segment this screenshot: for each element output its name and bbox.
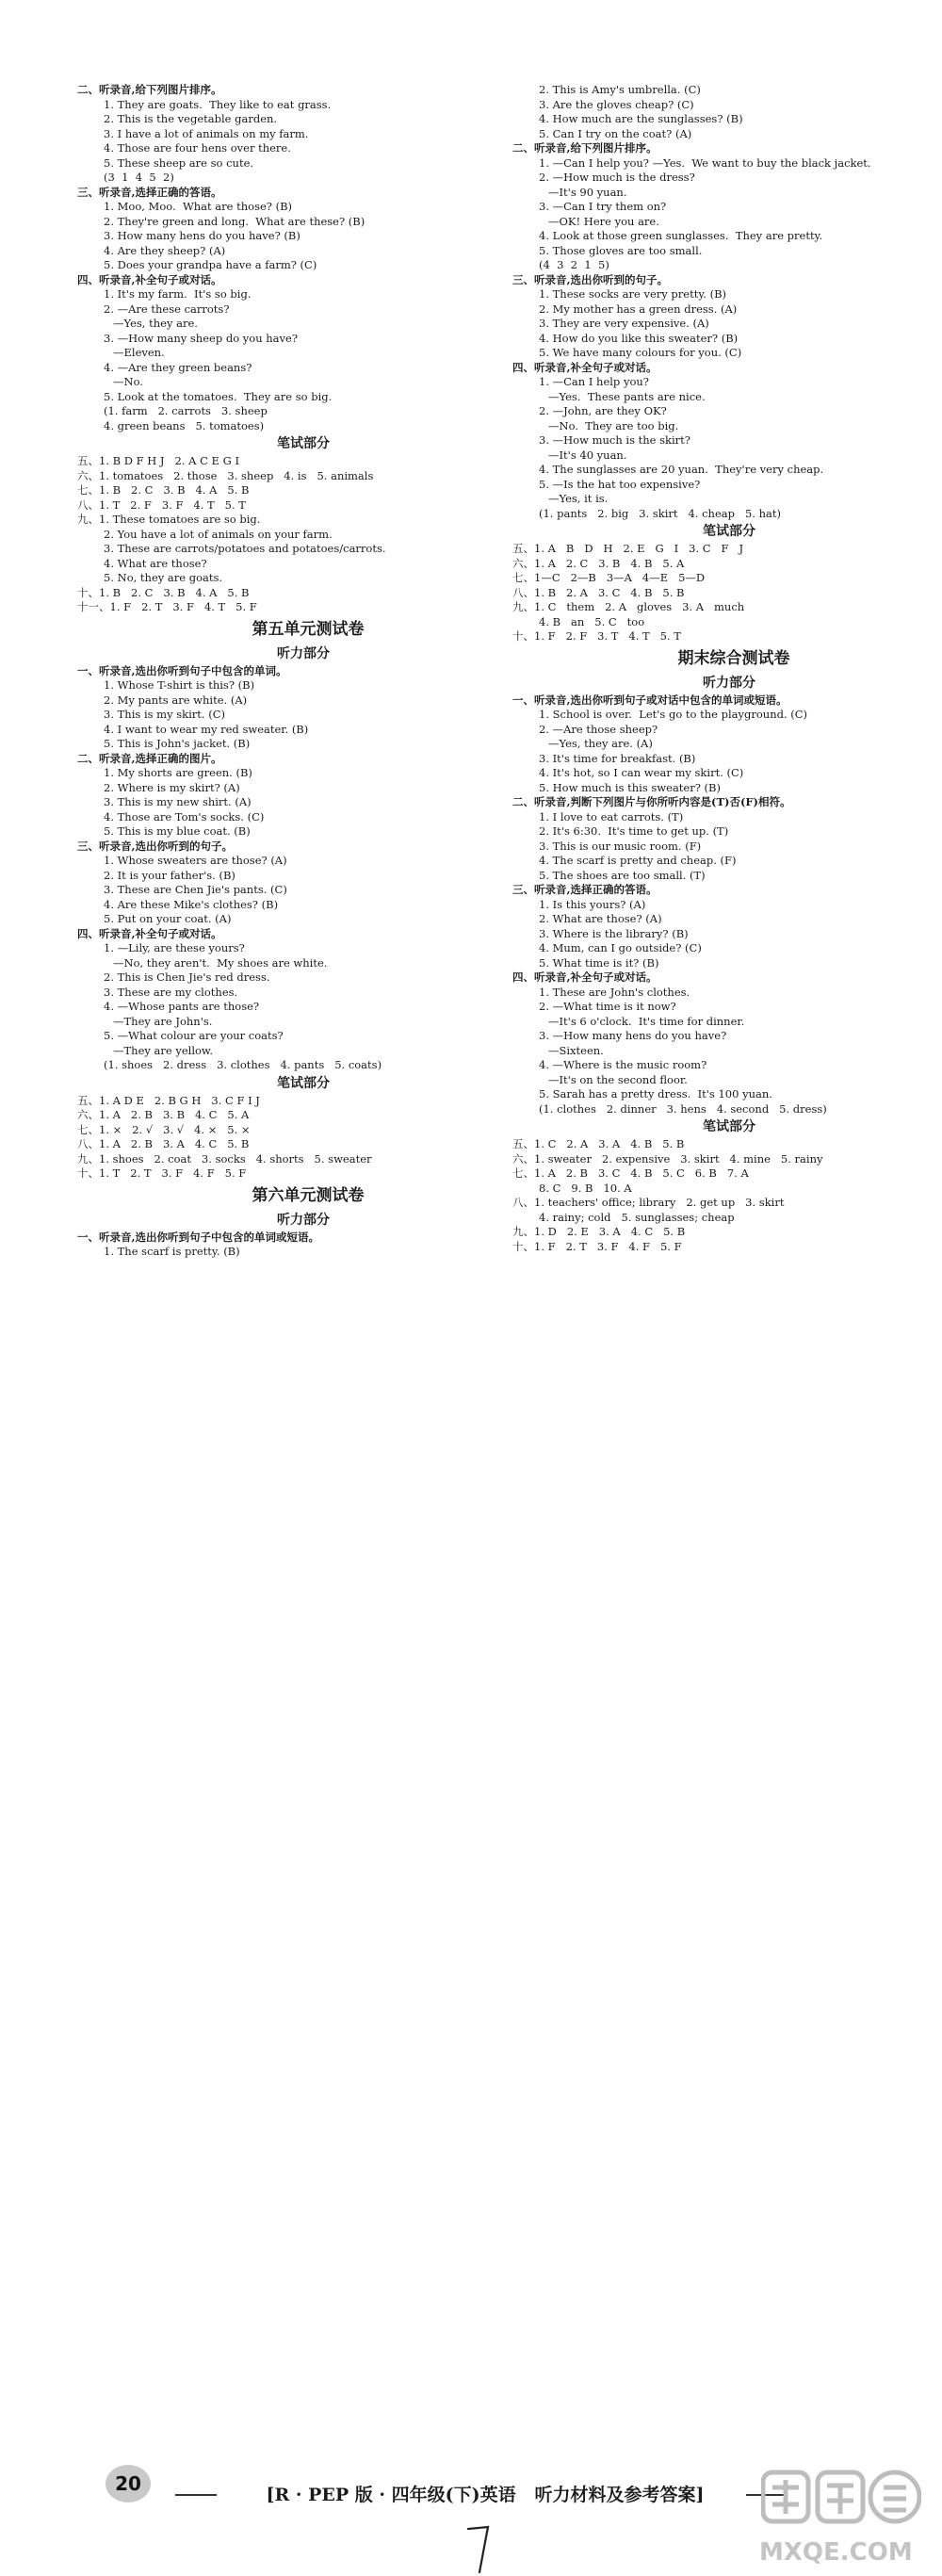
answer-line: 5. Sarah has a pretty dress. It's 100 yuan.	[539, 1087, 772, 1101]
answer-line: 九、1. D 2. E 3. A 4. C 5. B	[512, 1225, 686, 1238]
answer-line: 5. This is John's jacket. (B)	[104, 737, 251, 750]
answer-line: 1. The scarf is pretty. (B)	[104, 1245, 240, 1258]
answer-line: 4. rainy; cold 5. sunglasses; cheap	[539, 1210, 735, 1224]
answer-line: (3 1 4 5 2)	[104, 171, 174, 184]
answer-line: 5. These sheep are so cute.	[104, 155, 254, 170]
answer-line: 2. —What time is it now?	[539, 1000, 676, 1013]
answer-line: —It's 6 o'clock. It's time for dinner.	[548, 1014, 745, 1028]
footer-rule-left	[175, 2494, 217, 2496]
answer-line: 1. Is this yours? (A)	[539, 897, 646, 911]
answer-line: 4. It's hot, so I can wear my skirt. (C)	[539, 766, 744, 779]
answer-line: 七、1. B 2. C 3. B 4. A 5. B	[77, 483, 250, 497]
answer-line: 4. green beans 5. tomatoes)	[104, 418, 265, 432]
answer-line: —It's 40 yuan.	[548, 448, 627, 462]
answer-line: 5. Put on your coat. (A)	[104, 912, 232, 925]
answer-line: 1. —Can I help you?	[539, 375, 649, 388]
answer-line: 5. The shoes are too small. (T)	[539, 868, 706, 882]
answer-line: —It's on the second floor.	[548, 1072, 688, 1086]
answer-line: 2. It's 6:30. It's time to get up. (T)	[539, 824, 729, 838]
part-heading: 笔试部分	[703, 1119, 755, 1134]
page-footer	[0, 1225, 942, 2567]
answer-line: 1. —Can I help you? —Yes. We want to buy the black jacket.	[539, 155, 871, 170]
answer-line: 五、1. B D F H J 2. A C E G I	[77, 454, 239, 467]
answer-line: 十、1. B 2. C 3. B 4. A 5. B	[77, 585, 250, 599]
answer-line: 4. The sunglasses are 20 yuan. They're very cheap.	[539, 463, 824, 476]
answer-line: 八、1. T 2. F 3. F 4. T 5. T	[77, 497, 246, 512]
answer-line: 4. Look at those green sunglasses. They are pretty.	[539, 229, 823, 242]
answer-line: 十、1. F 2. T 3. F 4. F 5. F	[512, 1239, 682, 1253]
part-heading: 听力部分	[277, 1212, 330, 1228]
section-heading: 四、听录音,补全句子或对话。	[77, 926, 222, 940]
section-heading: 一、听录音,选出你听到句子或对话中包含的单词或短语。	[512, 693, 788, 707]
section-heading: 三、听录音,选择正确的答语。	[512, 883, 658, 896]
answer-line: 2. —John, are they OK?	[539, 404, 667, 417]
part-heading: 听力部分	[277, 645, 330, 661]
answer-line: 2. This is Amy's umbrella. (C)	[539, 83, 701, 96]
answer-line: 2. It is your father's. (B)	[104, 868, 236, 882]
answer-line: 1. These are John's clothes.	[539, 985, 690, 999]
answer-line: 六、1. sweater 2. expensive 3. skirt 4. mine 5. rainy	[512, 1151, 823, 1166]
answer-line: —No.	[113, 375, 143, 388]
part-heading: 笔试部分	[277, 436, 330, 451]
answer-line: 3. They are very expensive. (A)	[539, 317, 709, 330]
footer-title: [R · PEP 版 · 四年级(下)英语 听力材料及参考答案]	[266, 2485, 705, 2505]
handwritten-stroke-icon	[465, 2523, 494, 2576]
answer-line: 1. —Lily, are these yours?	[104, 941, 245, 954]
answer-line: 1. School is over. Let's go to the playground. (C)	[539, 708, 808, 721]
answer-line: 九、1. These tomatoes are so big.	[77, 513, 261, 526]
answer-line: —Yes, they are.	[113, 317, 198, 330]
answer-line: 5. No, they are goats.	[104, 571, 223, 584]
section-heading: 二、听录音,给下列图片排序。	[512, 141, 658, 155]
answer-line: —Yes. These pants are nice.	[548, 389, 706, 403]
answer-line: 八、1. B 2. A 3. C 4. B 5. B	[512, 585, 685, 599]
answer-line: 4. —Are they green beans?	[104, 360, 252, 374]
answer-line: 2. This is Chen Jie's red dress.	[104, 970, 270, 984]
answer-line: 4. The scarf is pretty and cheap. (F)	[539, 854, 737, 867]
page-number-badge: 20	[106, 2465, 151, 2503]
answer-line: 八、1. teachers' office; library 2. get up 3. skirt	[512, 1196, 785, 1209]
answer-line: 5. —Is the hat too expensive?	[539, 477, 701, 491]
answer-line: —No. They are too big.	[548, 418, 679, 432]
answer-line: 2. Where is my skirt? (A)	[104, 780, 240, 794]
answer-line: 5. Those gloves are too small.	[539, 243, 703, 257]
answer-line: 1. Whose T-shirt is this? (B)	[104, 678, 255, 692]
answer-line: 3. —How much is the skirt?	[539, 433, 690, 447]
answer-line: 5. —What colour are your coats?	[104, 1029, 284, 1042]
answer-line: 2. This is the vegetable garden.	[104, 112, 278, 125]
answer-line: 3. These are carrots/potatoes and potatoes/carrots.	[104, 542, 386, 555]
answer-line: 4. Those are four hens over there.	[104, 141, 291, 155]
answer-line: 5. Look at the tomatoes. They are so big.	[104, 389, 333, 403]
answer-line: —Yes, it is.	[548, 492, 609, 505]
answer-line: 4. I want to wear my red sweater. (B)	[104, 722, 309, 736]
answer-line: 3. —How many hens do you have?	[539, 1029, 727, 1042]
answer-line: 九、1. shoes 2. coat 3. socks 4. shorts 5. sweater	[77, 1151, 372, 1166]
site-watermark: MXQE.COM	[759, 2538, 913, 2567]
unit-title: 第五单元测试卷	[252, 619, 365, 639]
unit-title: 期末综合测试卷	[677, 648, 790, 668]
answer-line: 4. —Whose pants are those?	[104, 1000, 260, 1013]
answer-line: 六、1. A 2. B 3. B 4. C 5. A	[77, 1108, 250, 1121]
section-heading: 二、听录音,选择正确的图片。	[77, 751, 222, 765]
answer-line: 1. I love to eat carrots. (T)	[539, 809, 684, 823]
answer-line: 3. How many hens do you have? (B)	[104, 229, 300, 242]
answer-line: 2. You have a lot of animals on your farm.	[104, 527, 333, 541]
answer-line: 3. These are Chen Jie's pants. (C)	[104, 883, 287, 896]
unit-title: 第六单元测试卷	[252, 1185, 365, 1205]
answer-line: 4. B an 5. C too	[539, 614, 645, 628]
answer-line: 1. They are goats. They like to eat grass.	[104, 97, 332, 111]
answer-line: 2. —How much is the dress?	[539, 171, 695, 184]
answer-line: —OK! Here you are.	[548, 214, 659, 228]
answer-line: 5. This is my blue coat. (B)	[104, 824, 251, 838]
answer-line: 8. C 9. B 10. A	[539, 1181, 632, 1195]
answer-line: 六、1. tomatoes 2. those 3. sheep 4. is 5. animals	[77, 468, 374, 482]
answer-line: (1. shoes 2. dress 3. clothes 4. pants 5. coats)	[104, 1058, 382, 1071]
answer-line: 3. This is my new shirt. (A)	[104, 795, 252, 808]
answer-line: 1. Whose sweaters are those? (A)	[104, 854, 287, 867]
answer-line: (1. clothes 2. dinner 3. hens 4. second 5. dress)	[539, 1101, 827, 1116]
answer-line: 5. Can I try on the coat? (A)	[539, 126, 692, 140]
answer-line: 十一、1. F 2. T 3. F 4. T 5. F	[77, 600, 257, 613]
answer-line: 4. What are those?	[104, 556, 207, 570]
answer-line: (1. pants 2. big 3. skirt 4. cheap 5. hat)	[539, 506, 781, 520]
answer-line: (4 3 2 1 5)	[539, 258, 609, 271]
answer-line: 3. This is my skirt. (C)	[104, 708, 225, 721]
answer-line: 5. Does your grandpa have a farm? (C)	[104, 258, 317, 271]
answer-line: —Sixteen.	[548, 1043, 604, 1057]
answer-line: —Eleven.	[113, 346, 165, 359]
answer-line: 2. They're green and long. What are these? (B)	[104, 214, 365, 228]
answer-line: 七、1—C 2—B 3—A 4—E 5—D	[512, 571, 706, 584]
answer-line: 五、1. A D E 2. B G H 3. C F I J	[77, 1093, 260, 1107]
answer-line: 4. How much are the sunglasses? (B)	[539, 112, 743, 125]
answer-line: 1. It's my farm. It's so big.	[104, 287, 252, 301]
answer-line: 五、1. A B D H 2. E G I 3. C F J	[512, 542, 744, 555]
section-heading: 一、听录音,选出你听到句子中包含的单词。	[77, 663, 287, 677]
answer-line: 十、1. F 2. F 3. T 4. T 5. T	[512, 629, 681, 643]
answer-line: —No, they aren't. My shoes are white.	[113, 955, 328, 970]
answer-line: 七、1. A 2. B 3. C 4. B 5. C 6. B 7. A	[512, 1166, 749, 1180]
answer-line: 2. My mother has a green dress. (A)	[539, 302, 738, 316]
answer-line: 九、1. C them 2. A gloves 3. A much	[512, 600, 745, 613]
section-heading: 三、听录音,选出你听到的句子。	[77, 839, 234, 853]
section-heading: 四、听录音,补全句子或对话。	[512, 970, 658, 984]
answer-line: 4. Are these Mike's clothes? (B)	[104, 897, 279, 911]
answer-line: 八、1. A 2. B 3. A 4. C 5. B	[77, 1137, 250, 1150]
answer-line: 1. Moo, Moo. What are those? (B)	[104, 200, 293, 213]
answer-line: 3. Are the gloves cheap? (C)	[539, 97, 694, 111]
section-heading: 二、听录音,判断下列图片与你所听内容是(T)否(F)相符。	[512, 795, 791, 808]
answer-line: 3. —How many sheep do you have?	[104, 331, 298, 345]
answer-line: —Yes, they are. (A)	[548, 737, 653, 750]
section-heading: 三、听录音,选择正确的答语。	[77, 185, 222, 199]
answer-line: —They are yellow.	[113, 1043, 214, 1057]
answer-line: —It's 90 yuan.	[548, 185, 627, 199]
answer-line: 3. —Can I try them on?	[539, 200, 667, 213]
answer-line: 十、1. T 2. T 3. F 4. F 5. F	[77, 1166, 247, 1180]
part-heading: 笔试部分	[277, 1075, 330, 1091]
section-heading: 三、听录音,选出你听到的句子。	[512, 272, 669, 286]
answer-line: 4. Mum, can I go outside? (C)	[539, 941, 702, 954]
answer-line: 七、1. × 2. √ 3. √ 4. × 5. ×	[77, 1122, 251, 1136]
answer-line: 五、1. C 2. A 3. A 4. B 5. B	[512, 1137, 685, 1150]
answer-line: (1. farm 2. carrots 3. sheep	[104, 404, 268, 417]
section-heading: 四、听录音,补全句子或对话。	[77, 272, 222, 286]
answer-line: 3. It's time for breakfast. (B)	[539, 751, 696, 765]
answer-line: 3. I have a lot of animals on my farm.	[104, 126, 309, 140]
section-heading: 四、听录音,补全句子或对话。	[512, 360, 658, 374]
answer-logo-icon	[761, 2467, 921, 2536]
answer-line: 5. We have many colours for you. (C)	[539, 346, 742, 359]
part-heading: 笔试部分	[703, 524, 755, 539]
answer-line: 2. My pants are white. (A)	[104, 693, 248, 707]
answer-line: 2. —Are those sheep?	[539, 722, 658, 736]
answer-line: 5. What time is it? (B)	[539, 955, 659, 970]
answer-line: 3. Where is the library? (B)	[539, 926, 689, 940]
answer-line: 六、1. A 2. C 3. B 4. B 5. A	[512, 556, 685, 570]
answer-line: 1. My shorts are green. (B)	[104, 766, 252, 779]
answer-line: 4. Are they sheep? (A)	[104, 243, 226, 257]
section-heading: 二、听录音,给下列图片排序。	[77, 83, 222, 96]
answer-line: 3. These are my clothes.	[104, 985, 238, 999]
answer-line: —They are John's.	[113, 1014, 213, 1028]
answer-line: 1. These socks are very pretty. (B)	[539, 287, 727, 301]
answer-line: 3. This is our music room. (F)	[539, 839, 702, 853]
right-column	[512, 83, 908, 1254]
answer-line: 4. How do you like this sweater? (B)	[539, 331, 739, 345]
answer-line: 2. What are those? (A)	[539, 912, 662, 925]
answer-line: 5. How much is this sweater? (B)	[539, 780, 721, 794]
answer-line: 4. —Where is the music room?	[539, 1058, 707, 1071]
left-column	[77, 83, 492, 1260]
section-heading: 一、听录音,选出你听到句子中包含的单词或短语。	[77, 1230, 320, 1244]
answer-line: 4. Those are Tom's socks. (C)	[104, 809, 265, 823]
answer-line: 2. —Are these carrots?	[104, 302, 230, 316]
part-heading: 听力部分	[703, 675, 755, 691]
